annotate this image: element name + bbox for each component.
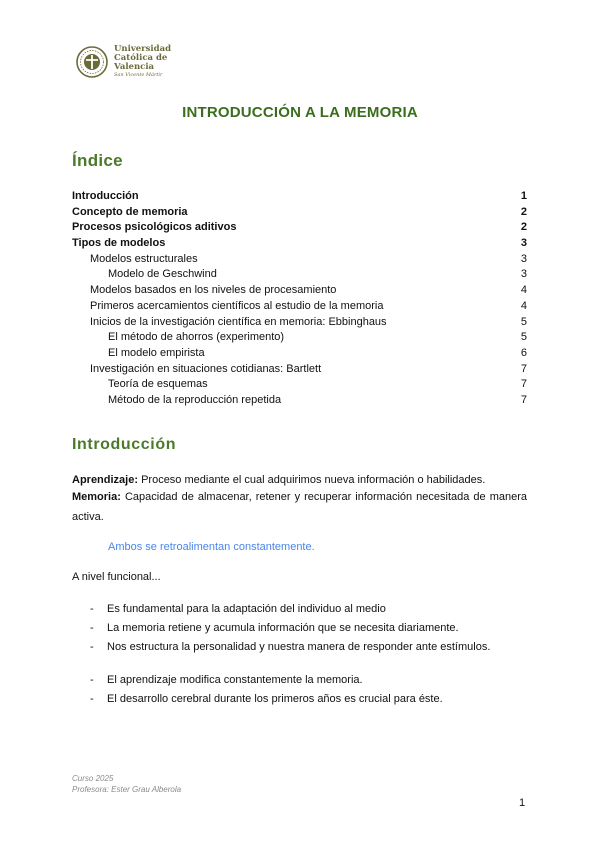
- toc-entry-page: 3: [520, 268, 527, 281]
- list-item-text: La memoria retiene y acumula información que se necesita diariamente.: [107, 622, 459, 634]
- list-item-text: Es fundamental para la adaptación del individuo al medio: [107, 603, 386, 615]
- document-title: INTRODUCCIÓN A LA MEMORIA: [182, 104, 418, 121]
- toc-entry-label: Modelo de Geschwind: [108, 268, 217, 281]
- university-logo: [76, 44, 176, 80]
- toc-entry-page: 4: [520, 299, 527, 312]
- toc-entry-label: Modelos basados en los niveles de procesamiento: [90, 284, 337, 297]
- list-item-text: El desarrollo cerebral durante los primeros años es crucial para éste.: [107, 693, 443, 705]
- toc-entry[interactable]: [72, 315, 527, 331]
- logo-line-2: Católica de: [114, 53, 168, 63]
- index-heading: Índice: [72, 151, 123, 170]
- toc-entry[interactable]: [72, 252, 527, 268]
- toc-entry[interactable]: [72, 220, 527, 236]
- toc-entry[interactable]: [72, 346, 527, 362]
- list-item-text: Nos estructura la personalidad y nuestra manera de responder ante estímulos.: [107, 641, 491, 653]
- toc-entry[interactable]: [72, 299, 527, 315]
- toc-entry-label: Modelos estructurales: [90, 252, 198, 265]
- dash-bullet-icon: -: [90, 674, 94, 686]
- toc-entry-page: 5: [520, 331, 527, 344]
- toc-entry-label: El modelo empirista: [108, 346, 205, 359]
- list-item: [90, 600, 490, 619]
- list-item: [90, 690, 443, 709]
- toc-entry-label: Concepto de memoria: [72, 205, 188, 218]
- university-seal-icon: [76, 46, 108, 78]
- toc-entry[interactable]: [72, 362, 527, 378]
- toc-entry-page: 5: [520, 315, 527, 328]
- logo-text: [114, 45, 171, 79]
- memoria-line-1: [72, 487, 527, 507]
- footer-teacher: Profesora: Ester Grau Alberola: [72, 785, 182, 794]
- introduction-heading: Introducción: [72, 436, 177, 453]
- toc-entry[interactable]: [72, 393, 527, 409]
- list-item: [90, 638, 490, 657]
- toc-entry-page: 4: [520, 284, 527, 297]
- page-number: 1: [519, 797, 526, 809]
- toc-entry-label: Primeros acercamientos científicos al estudio de la memoria: [90, 299, 384, 312]
- list-item: [90, 671, 443, 690]
- toc-entry-page: 6: [520, 346, 527, 359]
- bullet-list-2: [90, 671, 443, 709]
- list-item: [90, 619, 490, 638]
- logo-line-4: San Vicente Mártir: [114, 72, 163, 78]
- toc-entry-page: 1: [520, 190, 527, 202]
- toc-entry[interactable]: [72, 330, 527, 346]
- toc-entry-label: Inicios de la investigación científica en memoria: Ebbinghaus: [90, 315, 387, 328]
- toc-entry[interactable]: [72, 189, 527, 205]
- footer-course: Curso 2025: [72, 774, 114, 783]
- toc-entry-page: 7: [520, 393, 527, 406]
- toc-entry[interactable]: [72, 267, 527, 283]
- toc-entry-label: Método de la reproducción repetida: [108, 393, 282, 406]
- toc-entry-page: 3: [520, 252, 527, 265]
- toc-entry[interactable]: [72, 377, 527, 393]
- table-of-contents: [72, 189, 527, 409]
- dash-bullet-icon: -: [90, 603, 94, 615]
- definition-memoria: [72, 487, 527, 527]
- toc-entry-page: 2: [520, 221, 527, 234]
- toc-entry-page: 7: [520, 378, 527, 391]
- toc-entry-page: 2: [520, 205, 527, 218]
- toc-entry-label: Investigación en situaciones cotidianas: Bartlett: [90, 362, 322, 375]
- toc-entry-label: Introducción: [72, 190, 139, 202]
- text-memoria-1: Capacidad de almacenar, retener y recuperar información necesitada de manera: [120, 491, 527, 503]
- dash-bullet-icon: -: [90, 641, 94, 653]
- highlight-note: Ambos se retroalimentan constantemente.: [108, 541, 315, 553]
- toc-entry-page: 3: [520, 237, 527, 250]
- toc-entry-page: 7: [520, 362, 527, 375]
- toc-entry-label: Tipos de modelos: [72, 237, 166, 250]
- toc-entry-label: Procesos psicológicos aditivos: [72, 221, 237, 234]
- functional-level-label: A nivel funcional...: [72, 571, 161, 583]
- toc-entry-label: Teoría de esquemas: [108, 378, 208, 391]
- term-memoria: Memoria:: [72, 491, 121, 503]
- list-item-text: El aprendizaje modifica constantemente la memoria.: [107, 674, 363, 686]
- page-footer: [72, 773, 181, 795]
- toc-entry-label: El método de ahorros (experimento): [108, 331, 285, 344]
- logo-line-3: Valencia: [114, 62, 155, 72]
- text-memoria-2: activa.: [72, 511, 104, 523]
- logo-line-1: Universidad: [114, 44, 172, 54]
- text-aprendizaje: Proceso mediante el cual adquirimos nueva información o habilidades.: [138, 474, 486, 486]
- term-aprendizaje: Aprendizaje:: [72, 474, 139, 486]
- toc-entry[interactable]: [72, 205, 527, 221]
- toc-entry[interactable]: [72, 236, 527, 252]
- bullet-list-1: [90, 600, 490, 657]
- dash-bullet-icon: -: [90, 693, 94, 705]
- toc-entry[interactable]: [72, 283, 527, 299]
- dash-bullet-icon: -: [90, 622, 94, 634]
